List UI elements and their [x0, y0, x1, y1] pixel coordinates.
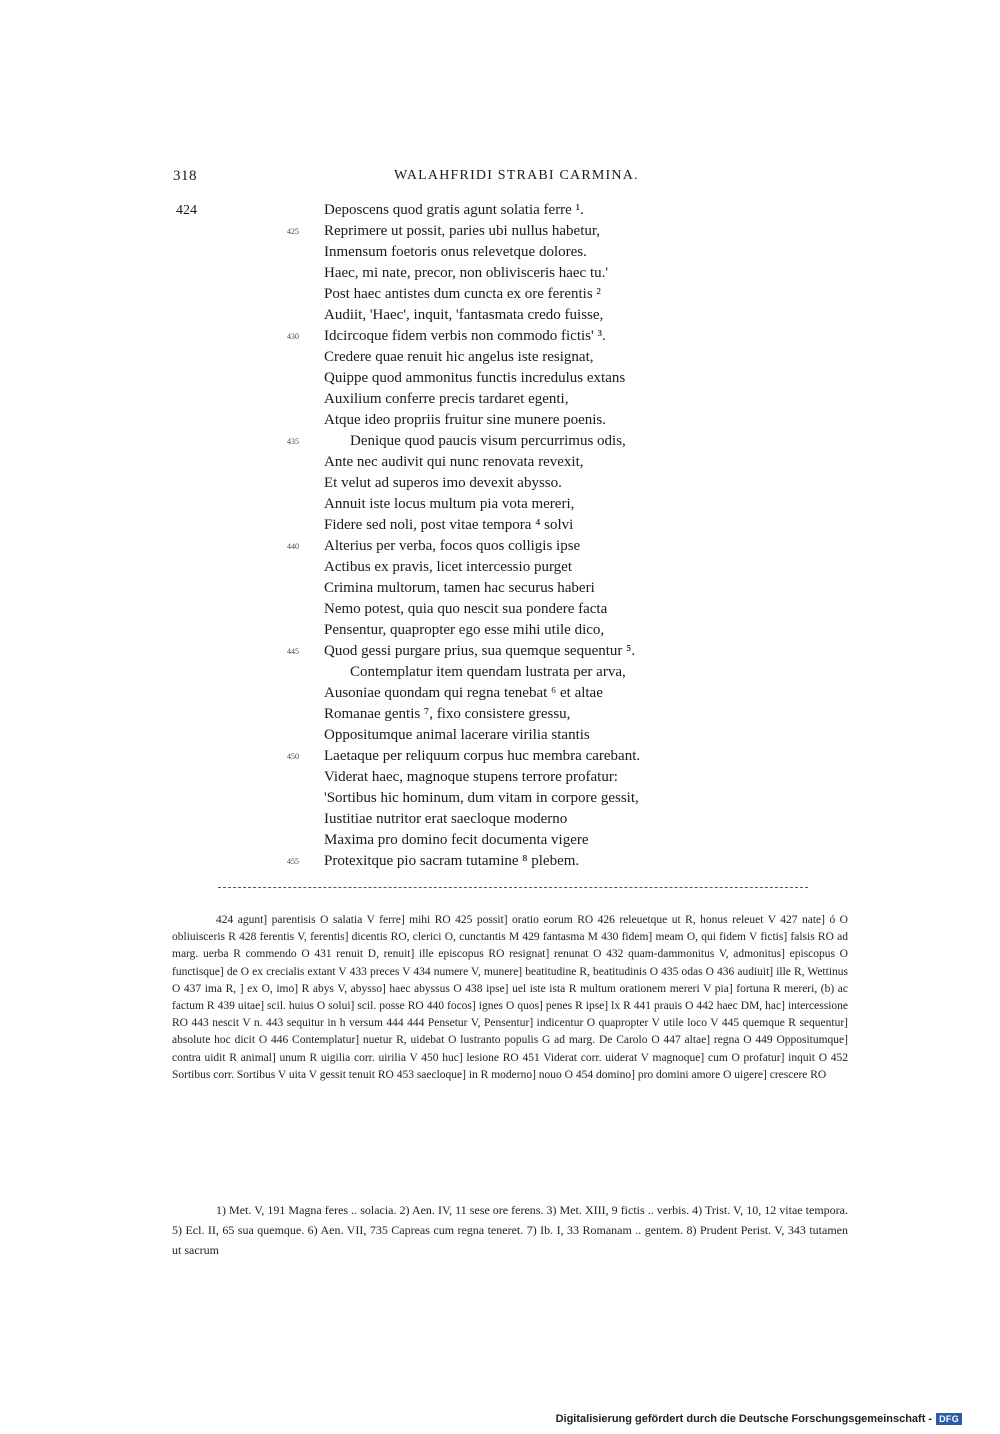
verse-line: Deposcens quod gratis agunt solatia ferre ¹. [324, 202, 584, 218]
separator-rule [218, 887, 808, 888]
verse-line-number: 430 [287, 332, 299, 341]
verse-line-number: 435 [287, 437, 299, 446]
verse-line: Oppositumque animal lacerare virilia stantis [324, 727, 590, 743]
verse-line: 'Sortibus hic hominum, dum vitam in corpore gessit, [324, 790, 639, 806]
source-notes [172, 1200, 848, 1260]
verse-line: Nemo potest, quia quo nescit sua pondere facta [324, 601, 608, 617]
verse-line: Auxilium conferre precis tardaret egenti, [324, 391, 569, 407]
verse-line: Reprimere ut possit, paries ubi nullus habetur, [324, 223, 601, 239]
footer [556, 1413, 962, 1425]
verse-line: Audiit, 'Haec', inquit, 'fantasmata credo fuisse, [324, 307, 604, 323]
verse-line: Viderat haec, magnoque stupens terrore profatur: [324, 769, 618, 785]
verse-line: Fidere sed noli, post vitae tempora ⁴ solvi [324, 517, 574, 533]
verse-line: Protexitque pio sacram tutamine ⁸ plebem. [324, 853, 580, 869]
verse-line-number: 445 [287, 647, 299, 656]
verse-line: Et velut ad superos imo devexit abysso. [324, 475, 562, 491]
verse-line: Haec, mi nate, precor, non oblivisceris haec tu.' [324, 265, 609, 281]
verse-line: Alterius per verba, focos quos colligis ipse [324, 538, 581, 554]
verse-line: Annuit iste locus multum pia vota mereri, [324, 496, 575, 512]
verse-line: Laetaque per reliquum corpus huc membra carebant. [324, 748, 641, 764]
verse-line: Crimina multorum, tamen hac securus haberi [324, 580, 595, 596]
verse-line: Actibus ex pravis, licet intercessio purget [324, 559, 572, 575]
verse-line: Post haec antistes dum cuncta ex ore ferentis ² [324, 286, 601, 302]
verse-line: Ante nec audivit qui nunc renovata revexit, [324, 454, 584, 470]
verse-line: Idcircoque fidem verbis non commodo fictis' ³. [324, 328, 606, 344]
verse-line: Maxima pro domino fecit documenta vigere [324, 832, 589, 848]
verse-line: Denique quod paucis visum percurrimus odis, [350, 433, 626, 449]
apparatus-text: 424 agunt] parentisis O salatia V ferre] mihi RO 425 possit] oratio eorum RO 426 releuetque ut R, honus releuet V 427 nate] ó O obliuisceris R 428 ferentis V, ferentis] dicentis RO, clerici O, cunctantis M 429 fantasma M 430 fidem] meam O, qui fidem V fictis] falsis RO ad marg. uerba R commendo O 431 renuit D, renuit] ille episcopus RO resignat] renunat O 432 quam-dammonitus V, admonitus] episcopus O functisque] de O ex crecialis extant V 433 preces V 434 numere V, munere] beatitudine R, beatitudinis O 435 odas O 436 audiuit] ille R, Wettinus O 437 ima R, ] ex O, imo] R abys V, abysso] haec abyssus O 438 ipse] uel iste ista R multum orationem mereri V pia] fortuna R mereri, (b) ac factum R 439 uitae] scil. huius O solui] scil. posse RO 440 focos] ignes O quos] penes R ipse] lx R 441 prauis O 442 haec DM, hac] intercessione RO 443 nescit V n. 443 sequitur in h versum 444 444 Pensetur V, Pensentur] indicentur O quapropter V utile loco V 445 quemque R sequentur] absolute hoc dicit O 446 Contemplatur] nuetur R, uidebat O lustranto populis G ad marg. De Carolo O 447 altae] regna O 449 Oppositumque] contra uidit R animal] unum R uigilia corr. uirilia V 450 huc] lesione RO 451 Viderat corr. uiderat V magnoque] cum O profatur] inquit O 452 Sortibus corr. Sortibus V uita V gessit tenuit RO 453 saecloque] in R moderno] nouo O 454 domino] pro domini amore O uigere] crescere RO [172, 914, 848, 1081]
verse-line-number: 455 [287, 857, 299, 866]
source-notes-text: 1) Met. V, 191 Magna feres .. solacia. 2) Aen. IV, 11 sese ore ferens. 3) Met. XIII, 9 fictis .. verbis. 4) Trist. V, 10, 12 vitae tempora. 5) Ecl. II, 65 sua quemque. 6) Aen. VII, 735 Capreas cum regna teneret. 7) Ib. I, 33 Romanam .. gentem. 8) Prudent Perist. V, 343 tutamen ut sacrum [172, 1203, 848, 1257]
verse-line: Credere quae renuit hic angelus iste resignat, [324, 349, 594, 365]
verse-line: Romanae gentis ⁷, fixo consistere gressu, [324, 706, 571, 722]
verse-line: Atque ideo propriis fruitur sine munere poenis. [324, 412, 607, 428]
verse-line: Contemplatur item quendam lustrata per arva, [350, 664, 626, 680]
verse-line-number: 450 [287, 752, 299, 761]
critical-apparatus [172, 912, 848, 1084]
verse-line: Pensentur, quapropter ego esse mihi utile dico, [324, 622, 605, 638]
verse-line-number: 425 [287, 227, 299, 236]
verse-line-number: 440 [287, 542, 299, 551]
verse-line: Quippe quod ammonitus functis incredulus extans [324, 370, 626, 386]
running-title: WALAHFRIDI STRABI CARMINA. [394, 168, 639, 183]
verse-line: Ausoniae quondam qui regna tenebat ⁶ et altae [324, 685, 603, 701]
verse-line: Quod gessi purgare prius, sua quemque sequentur ⁵. [324, 643, 636, 659]
verse-line: Iustitiae nutritor erat saecloque moderno [324, 811, 568, 827]
footer-text: Digitalisierung gefördert durch die Deutsche Forschungsgemeinschaft - [555, 1413, 933, 1425]
page-number: 318 [173, 168, 197, 184]
verse-line-number: 424 [176, 203, 197, 218]
verse-line: Inmensum foetoris onus relevetque dolores. [324, 244, 587, 260]
dfg-logo-icon: DFG [936, 1413, 962, 1425]
